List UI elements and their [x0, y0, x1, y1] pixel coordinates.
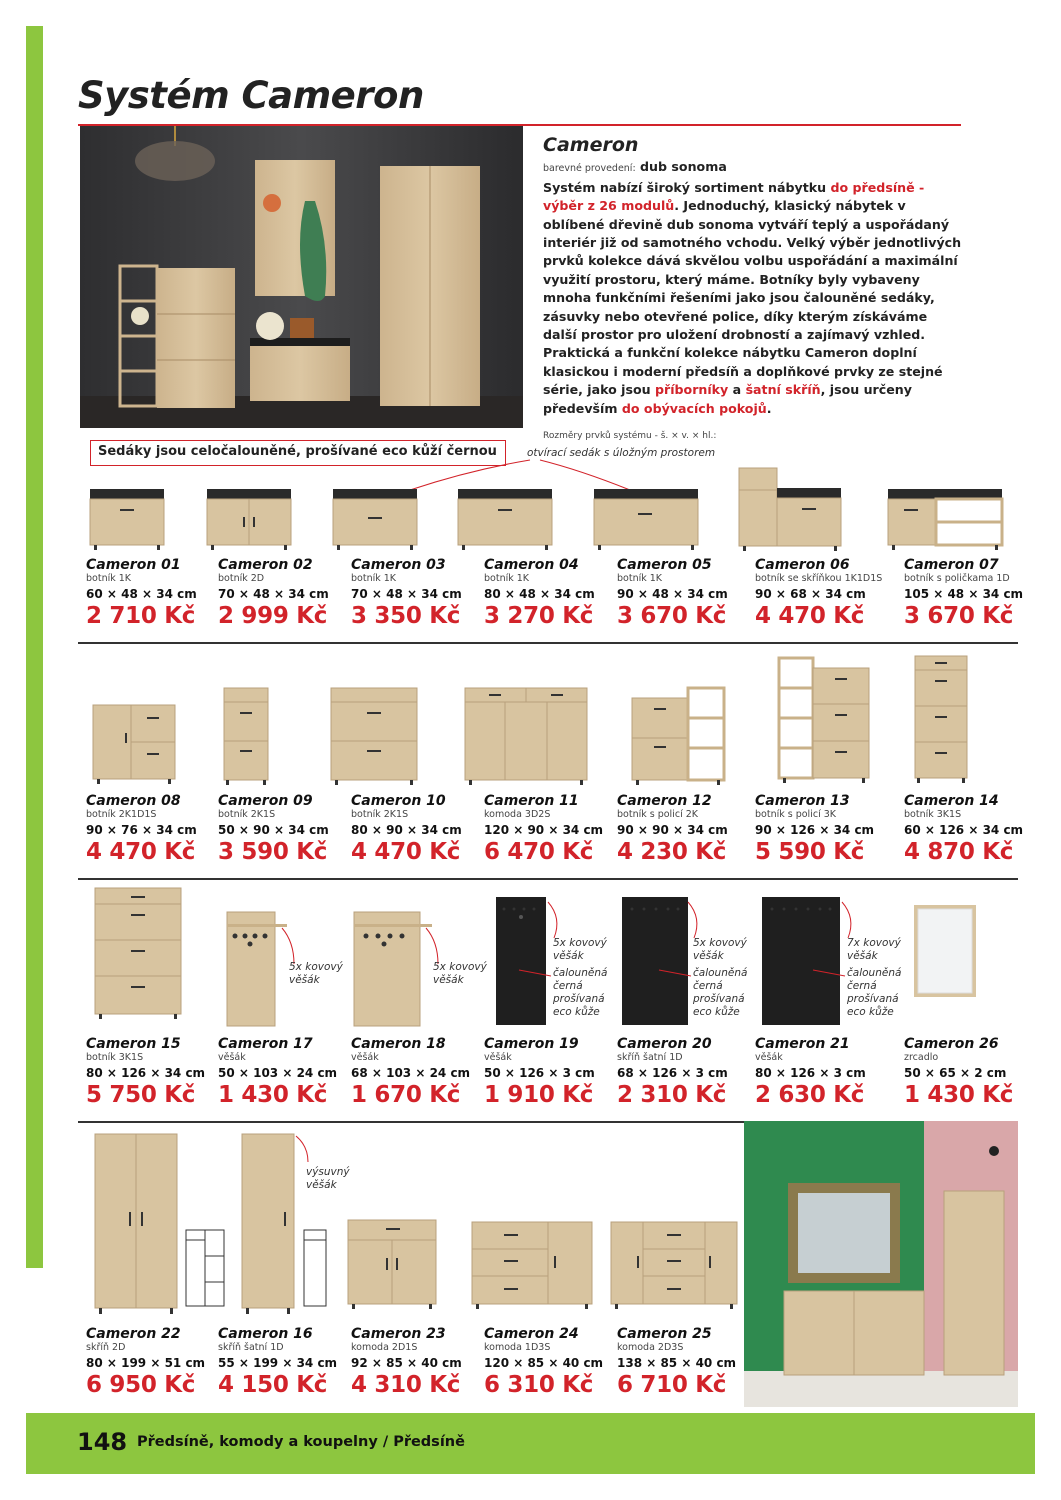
cabinet-illustration-05: [592, 487, 700, 551]
product-dimensions: 90 × 126 × 34 cm: [755, 823, 875, 837]
product-name: Cameron 23: [351, 1326, 446, 1342]
product-dimensions: 50 × 65 × 2 cm: [904, 1066, 1007, 1080]
product-name: Cameron 10: [351, 793, 446, 809]
product-name: Cameron 02: [218, 557, 313, 573]
product-name: Cameron 01: [86, 557, 181, 573]
product-price: 6 950 Kč: [86, 1372, 196, 1398]
product-name: Cameron 26: [904, 1036, 999, 1052]
cabinet-illustration-10: [329, 686, 419, 786]
product-price: 3 350 Kč: [351, 603, 461, 629]
cabinet-illustration-09: [222, 686, 270, 786]
product-name: Cameron 12: [617, 793, 712, 809]
wardrobe-illustration-22: [93, 1132, 179, 1316]
product-dimensions: 68 × 126 × 3 cm: [617, 1066, 728, 1080]
hooks-note-19: 5x kovový věšák: [553, 937, 607, 962]
product-dimensions: 50 × 90 × 34 cm: [218, 823, 329, 837]
product-dimensions: 55 × 199 × 34 cm: [218, 1356, 338, 1370]
product-price: 2 710 Kč: [86, 603, 196, 629]
product-card: [617, 1326, 747, 1398]
product-price: 2 630 Kč: [755, 1082, 865, 1108]
product-type: zrcadlo: [904, 1052, 939, 1063]
product-card: [617, 557, 747, 629]
product-type: botník 1K: [86, 573, 132, 584]
left-accent-bar: [26, 26, 43, 1268]
product-card: [484, 557, 614, 629]
product-type: botník s policí 3K: [755, 809, 836, 820]
product-price: 2 310 Kč: [617, 1082, 727, 1108]
cabinet-illustration-03: [331, 487, 419, 551]
product-price: 1 670 Kč: [351, 1082, 461, 1108]
product-card: [617, 793, 747, 865]
product-price: 4 870 Kč: [904, 839, 1014, 865]
product-price: 5 590 Kč: [755, 839, 865, 865]
wardrobe-illustration-16: [240, 1132, 296, 1316]
intro-highlight-3: šatní skříň: [745, 382, 821, 398]
product-name: Cameron 20: [617, 1036, 712, 1052]
row-divider-1: [78, 642, 1018, 644]
intro-text-block: [543, 136, 963, 446]
product-card: [484, 1326, 614, 1398]
product-card: [218, 557, 348, 629]
product-type: komoda 3D2S: [484, 809, 551, 820]
product-name: Cameron 09: [218, 793, 313, 809]
product-name: Cameron 18: [351, 1036, 446, 1052]
cabinet-illustration-06: [737, 466, 843, 552]
product-card: [218, 1326, 348, 1398]
product-price: 6 310 Kč: [484, 1372, 594, 1398]
product-card: [86, 557, 216, 629]
product-card: [755, 793, 885, 865]
intro-highlight-2: příborníky: [654, 382, 729, 398]
product-name: Cameron 13: [755, 793, 850, 809]
product-dimensions: 138 × 85 × 40 cm: [617, 1356, 737, 1370]
pullout-note: výsuvný věšák: [306, 1166, 350, 1191]
product-type: věšák: [755, 1052, 783, 1063]
color-label: barevné provedení:: [543, 163, 636, 175]
product-name: Cameron 08: [86, 793, 181, 809]
wardrobe-interior-16: [302, 1228, 328, 1310]
product-price: 5 750 Kč: [86, 1082, 196, 1108]
product-dimensions: 80 × 126 × 3 cm: [755, 1066, 866, 1080]
cabinet-illustration-02: [205, 487, 293, 551]
product-card: [904, 1036, 1034, 1108]
product-price: 3 270 Kč: [484, 603, 594, 629]
product-dimensions: 90 × 68 × 34 cm: [755, 587, 866, 601]
product-card: [484, 1036, 614, 1108]
product-dimensions: 120 × 90 × 34 cm: [484, 823, 604, 837]
product-type: botník se skříňkou 1K1D1S: [755, 573, 883, 584]
page-title: Systém Cameron: [78, 74, 424, 117]
product-type: botník 1K: [484, 573, 530, 584]
product-price: 1 910 Kč: [484, 1082, 594, 1108]
cabinet-illustration-15: [93, 886, 183, 1022]
product-type: botník 2D: [218, 573, 265, 584]
product-price: 3 670 Kč: [904, 603, 1014, 629]
cabinet-illustration-14: [913, 654, 969, 786]
product-price: 4 310 Kč: [351, 1372, 461, 1398]
intro-text-1: Systém nabízí široký sortiment nábytku: [543, 179, 831, 195]
product-name: Cameron 17: [218, 1036, 313, 1052]
product-dimensions: 60 × 126 × 34 cm: [904, 823, 1024, 837]
hooks-note-20: 5x kovový věšák: [693, 937, 747, 962]
leather-note-21: čalouněná černá prošívaná eco kůže: [847, 967, 902, 1018]
product-type: botník 1K: [351, 573, 397, 584]
product-name: Cameron 21: [755, 1036, 850, 1052]
dresser-illustration-24: [470, 1220, 594, 1312]
product-type: skříň šatní 1D: [218, 1342, 284, 1353]
dimensions-note: Rozměry prvků systému - š. × v. × hl.:: [543, 431, 717, 442]
product-price: 3 590 Kč: [218, 839, 328, 865]
interior-scene-photo: [744, 1121, 1018, 1407]
product-price: 3 670 Kč: [617, 603, 727, 629]
product-name: Cameron 25: [617, 1326, 712, 1342]
product-card: [86, 793, 216, 865]
product-type: komoda 1D3S: [484, 1342, 551, 1353]
hero-photo: [80, 126, 523, 428]
intro-text-2: . Jednoduchý, klasický nábytek v oblíbené dřevině dub sonoma vytváří teplý a uspořádaný interiér již od samotného vchodu. Velký výběr jednotlivých prvků kolekce dává skvělou volbu uspořádání a maximální využití prostoru, který máme. Botníky byly vybaveny mnoha funkčními řešeními jako jsou čalouněné sedáky, zásuvky nebo otevřené police, díky kterým získáváme další prostor pro uložení drobností a zajímavý vzhled. Praktická a funkční kolekce nábytku Cameron doplní klasickou i moderní předsíň a doplňkové prvky ze stejné série, jako jsou: [543, 198, 962, 398]
product-card: [755, 1036, 885, 1108]
row-divider-3: [78, 1121, 744, 1123]
cabinet-illustration-13: [777, 656, 871, 786]
product-name: Cameron 22: [86, 1326, 181, 1342]
product-type: botník 3K1S: [86, 1052, 144, 1063]
product-card: [86, 1036, 216, 1108]
dresser-illustration-25: [609, 1220, 739, 1312]
product-dimensions: 90 × 48 × 34 cm: [617, 587, 728, 601]
dresser-illustration-23: [346, 1218, 438, 1312]
product-dimensions: 105 × 48 × 34 cm: [904, 587, 1024, 601]
product-price: 6 470 Kč: [484, 839, 594, 865]
product-name: Cameron 15: [86, 1036, 181, 1052]
intro-text-5: .: [766, 400, 772, 416]
product-name: Cameron 11: [484, 793, 579, 809]
product-type: botník 2K1D1S: [86, 809, 157, 820]
product-price: 2 999 Kč: [218, 603, 328, 629]
product-price: 4 470 Kč: [86, 839, 196, 865]
product-name: Cameron 24: [484, 1326, 579, 1342]
leather-note-19: čalouněná černá prošívaná eco kůže: [553, 967, 608, 1018]
product-type: botník s poličkama 1D: [904, 573, 1010, 584]
color-value: dub sonoma: [640, 159, 727, 175]
product-card: [86, 1326, 216, 1398]
product-dimensions: 50 × 103 × 24 cm: [218, 1066, 338, 1080]
cabinet-illustration-07: [886, 487, 1004, 551]
intro-text-4: , jsou určeny především: [543, 382, 912, 416]
product-type: věšák: [218, 1052, 246, 1063]
product-card: [351, 793, 481, 865]
cabinet-illustration-08: [91, 703, 177, 785]
product-name: Cameron 04: [484, 557, 579, 573]
product-name: Cameron 03: [351, 557, 446, 573]
intro-highlight-1: do předsíně - výběr z 26 modulů: [543, 179, 925, 214]
product-name: Cameron 05: [617, 557, 712, 573]
product-card: [484, 793, 614, 865]
product-name: Cameron 16: [218, 1326, 313, 1342]
wardrobe-interior-22: [184, 1228, 226, 1310]
product-dimensions: 70 × 48 × 34 cm: [218, 587, 329, 601]
product-type: skříň šatní 1D: [617, 1052, 683, 1063]
product-dimensions: 70 × 48 × 34 cm: [351, 587, 462, 601]
cabinet-illustration-01: [88, 487, 166, 551]
product-type: botník 2K1S: [218, 809, 276, 820]
intro-text-3: a: [728, 382, 746, 398]
product-card: [351, 1326, 481, 1398]
product-card: [904, 557, 1034, 629]
product-card: [755, 557, 885, 629]
pullout-arrow: [294, 1134, 314, 1164]
product-type: botník s policí 2K: [617, 809, 698, 820]
product-dimensions: 120 × 85 × 40 cm: [484, 1356, 604, 1370]
product-price: 1 430 Kč: [904, 1082, 1014, 1108]
product-card: [218, 793, 348, 865]
product-dimensions: 80 × 126 × 34 cm: [86, 1066, 206, 1080]
product-price: 4 470 Kč: [351, 839, 461, 865]
product-card: [904, 793, 1034, 865]
product-type: komoda 2D1S: [351, 1342, 418, 1353]
product-type: botník 1K: [617, 573, 663, 584]
product-type: botník 2K1S: [351, 809, 409, 820]
cabinet-illustration-04: [456, 487, 554, 551]
product-type: věšák: [484, 1052, 512, 1063]
product-dimensions: 80 × 48 × 34 cm: [484, 587, 595, 601]
intro-heading: Cameron: [543, 134, 639, 156]
product-price: 6 710 Kč: [617, 1372, 727, 1398]
product-dimensions: 80 × 199 × 51 cm: [86, 1356, 206, 1370]
product-name: Cameron 19: [484, 1036, 579, 1052]
leather-note-20: čalouněná černá prošívaná eco kůže: [693, 967, 748, 1018]
product-type: skříň 2D: [86, 1342, 126, 1353]
product-name: Cameron 06: [755, 557, 850, 573]
product-type: botník 3K1S: [904, 809, 962, 820]
product-name: Cameron 07: [904, 557, 999, 573]
product-type: komoda 2D3S: [617, 1342, 684, 1353]
product-price: 4 230 Kč: [617, 839, 727, 865]
seats-callout: Sedáky jsou celočalouněné, prošívané eco kůží černou: [90, 440, 506, 466]
open-seat-note: otvírací sedák s úložným prostorem: [527, 447, 716, 459]
intro-highlight-4: do obývacích pokojů: [621, 400, 767, 416]
hooks-note-18: 5x kovový věšák: [433, 961, 487, 986]
hooks-note-17: 5x kovový věšák: [289, 961, 343, 986]
product-dimensions: 50 × 126 × 3 cm: [484, 1066, 595, 1080]
cabinet-illustration-11: [463, 686, 589, 786]
product-card: [351, 557, 481, 629]
product-dimensions: 80 × 90 × 34 cm: [351, 823, 462, 837]
product-dimensions: 90 × 90 × 34 cm: [617, 823, 728, 837]
section-title: Předsíně, komody a koupelny / Předsíně: [137, 1434, 465, 1450]
product-price: 1 430 Kč: [218, 1082, 328, 1108]
product-name: Cameron 14: [904, 793, 999, 809]
product-price: 4 470 Kč: [755, 603, 865, 629]
hooks-note-21: 7x kovový věšák: [847, 937, 901, 962]
product-card: [617, 1036, 747, 1108]
product-dimensions: 68 × 103 × 24 cm: [351, 1066, 471, 1080]
row-divider-2: [78, 878, 1018, 880]
page-number: 148: [77, 1428, 128, 1456]
product-dimensions: 90 × 76 × 34 cm: [86, 823, 197, 837]
cabinet-illustration-12: [630, 686, 726, 786]
product-dimensions: 60 × 48 × 34 cm: [86, 587, 197, 601]
product-dimensions: 92 × 85 × 40 cm: [351, 1356, 462, 1370]
product-type: věšák: [351, 1052, 379, 1063]
product-price: 4 150 Kč: [218, 1372, 328, 1398]
product-card: [351, 1036, 481, 1108]
product-card: [218, 1036, 348, 1108]
